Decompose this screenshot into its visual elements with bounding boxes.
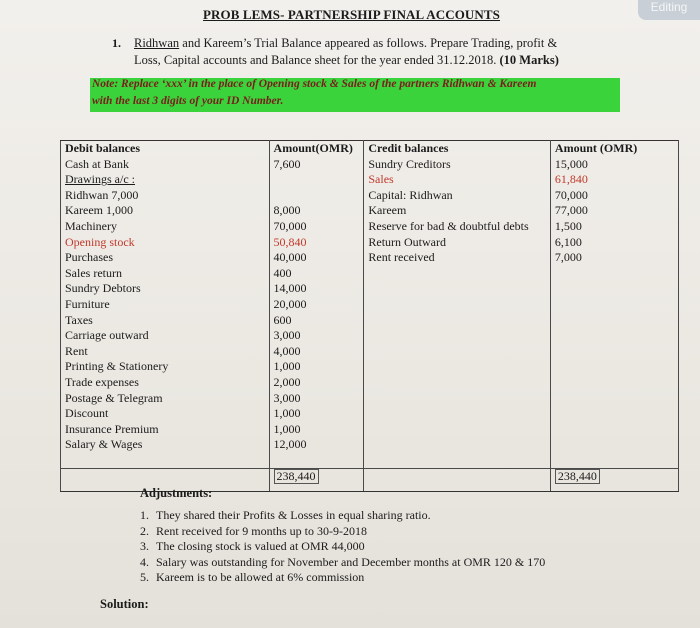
credit-amount: 1,500 <box>550 219 678 235</box>
page-title: PROB LEMS- PARTNERSHIP FINAL ACCOUNTS <box>203 7 500 22</box>
table-row <box>61 344 679 360</box>
adjustments-list <box>140 508 545 586</box>
credit-label <box>364 281 551 297</box>
debit-amount: 20,000 <box>269 297 364 313</box>
debit-label: Ridhwan 7,000 <box>61 188 270 204</box>
table-row <box>61 250 679 266</box>
debit-amount: 400 <box>269 266 364 282</box>
credit-amount <box>550 437 678 453</box>
debit-label: Furniture <box>61 297 270 313</box>
header-credit-amount: Amount (OMR) <box>550 141 678 157</box>
table-row <box>61 219 679 235</box>
question-marks: (10 Marks) <box>499 53 559 67</box>
credit-label <box>364 406 551 422</box>
list-item <box>140 539 545 555</box>
credit-label <box>364 359 551 375</box>
question-line-1-text: and Kareem’s Trial Balance appeared as follows. Prepare Trading, profit & <box>179 36 558 50</box>
credit-label <box>364 313 551 329</box>
note-line-1: Note: Replace ‘xxx’ in the place of Opening stock & Sales of the partners Ridhwan & Kareem <box>92 78 537 90</box>
debit-amount: 2,000 <box>269 375 364 391</box>
credit-amount <box>550 359 678 375</box>
item-number: 3. <box>140 539 149 554</box>
debit-amount: 1,000 <box>269 422 364 438</box>
debit-amount: 70,000 <box>269 219 364 235</box>
credit-amount <box>550 313 678 329</box>
table-row <box>61 188 679 204</box>
debit-label: Machinery <box>61 219 270 235</box>
credit-amount <box>550 328 678 344</box>
debit-amount: 7,600 <box>269 157 364 173</box>
credit-label: Sundry Creditors <box>364 157 551 173</box>
editing-badge[interactable]: Editing <box>638 0 700 20</box>
table-row <box>61 266 679 282</box>
header-debit-amount: Amount(OMR) <box>269 141 364 157</box>
debit-label: Trade expenses <box>61 375 270 391</box>
debit-amount: 1,000 <box>269 406 364 422</box>
empty-cell <box>61 453 270 469</box>
debit-label: Rent <box>61 344 270 360</box>
debit-amount: 4,000 <box>269 344 364 360</box>
item-text: Kareem is to be allowed at 6% commission <box>156 570 365 585</box>
credit-amount <box>550 375 678 391</box>
debit-label: Insurance Premium <box>61 422 270 438</box>
credit-amount: 15,000 <box>550 157 678 173</box>
credit-amount: 61,840 <box>550 172 678 188</box>
total-credit: 238,440 <box>555 469 600 484</box>
empty-cell <box>550 453 678 469</box>
list-item <box>140 524 545 540</box>
table-row <box>61 437 679 453</box>
header-debit-balances: Debit balances <box>61 141 270 157</box>
item-number: 5. <box>140 570 149 585</box>
table-row <box>61 328 679 344</box>
credit-amount <box>550 422 678 438</box>
credit-amount <box>550 344 678 360</box>
debit-label: Salary & Wages <box>61 437 270 453</box>
table-row <box>61 391 679 407</box>
list-item <box>140 508 545 524</box>
question-line-2 <box>134 53 559 68</box>
credit-label <box>364 266 551 282</box>
credit-label <box>364 297 551 313</box>
item-text: The closing stock is valued at OMR 44,000 <box>156 539 365 554</box>
credit-amount <box>550 266 678 282</box>
item-text: Rent received for 9 months up to 30-9-2018 <box>156 523 367 538</box>
debit-amount: 12,000 <box>269 437 364 453</box>
question-line-1 <box>134 36 557 51</box>
debit-amount: 600 <box>269 313 364 329</box>
debit-label: Carriage outward <box>61 328 270 344</box>
table-row <box>61 375 679 391</box>
header-credit-balances: Credit balances <box>364 141 551 157</box>
adjustments-heading: Adjustments: <box>140 486 213 500</box>
debit-amount: 3,000 <box>269 328 364 344</box>
debit-label: Discount <box>61 406 270 422</box>
debit-label: Printing & Stationery <box>61 359 270 375</box>
note-line-2: with the last 3 digits of your ID Number. <box>92 95 284 107</box>
credit-amount <box>550 406 678 422</box>
debit-label: Kareem 1,000 <box>61 203 270 219</box>
debit-amount: 40,000 <box>269 250 364 266</box>
question-number: 1. <box>112 36 121 50</box>
table-header-row <box>61 141 679 157</box>
table-row <box>61 157 679 173</box>
empty-cell <box>269 453 364 469</box>
credit-label <box>364 437 551 453</box>
table-row <box>61 297 679 313</box>
table-row <box>61 203 679 219</box>
table-row <box>61 422 679 438</box>
debit-amount <box>269 188 364 204</box>
debit-label: Taxes <box>61 313 270 329</box>
credit-label <box>364 328 551 344</box>
debit-label: Postage & Telegram <box>61 391 270 407</box>
credit-label: Reserve for bad & doubtful debts <box>364 219 551 235</box>
credit-label <box>364 422 551 438</box>
table-row <box>61 172 679 188</box>
total-credit-cell <box>550 469 678 492</box>
debit-amount: 3,000 <box>269 391 364 407</box>
total-debit-cell <box>269 469 364 492</box>
debit-amount: 1,000 <box>269 359 364 375</box>
table-row <box>61 453 679 469</box>
item-number: 4. <box>140 554 149 569</box>
credit-amount <box>550 297 678 313</box>
debit-label: Sundry Debtors <box>61 281 270 297</box>
credit-amount: 77,000 <box>550 203 678 219</box>
list-item <box>140 555 545 571</box>
debit-amount: 8,000 <box>269 203 364 219</box>
table-row <box>61 281 679 297</box>
solution-label: Solution: <box>100 597 149 611</box>
item-number: 2. <box>140 523 149 538</box>
credit-label: Sales <box>364 172 551 188</box>
table-row <box>61 313 679 329</box>
credit-label <box>364 344 551 360</box>
partner-name-ridhwan: Ridhwan <box>134 36 180 50</box>
debit-amount: 14,000 <box>269 281 364 297</box>
table-row <box>61 235 679 251</box>
question-line-2-text: Loss, Capital accounts and Balance sheet for the year ended 31.12.2018. <box>134 53 497 67</box>
item-number: 1. <box>140 508 149 522</box>
table-row <box>61 406 679 422</box>
credit-label: Kareem <box>364 203 551 219</box>
item-text: Salary was outstanding for November and December months at OMR 120 & 170 <box>156 554 546 569</box>
table-row <box>61 359 679 375</box>
credit-amount: 70,000 <box>550 188 678 204</box>
empty-cell <box>364 453 551 469</box>
trial-balance-table <box>60 140 679 492</box>
item-text: They shared their Profits & Losses in equal sharing ratio. <box>156 508 431 522</box>
drawings-label: Drawings a/c : <box>65 172 135 187</box>
credit-label: Return Outward <box>364 235 551 251</box>
credit-amount: 7,000 <box>550 250 678 266</box>
debit-label <box>61 172 270 188</box>
credit-amount <box>550 391 678 407</box>
credit-label: Capital: Ridhwan <box>364 188 551 204</box>
empty-cell <box>364 469 551 492</box>
debit-amount: 50,840 <box>269 235 364 251</box>
credit-label: Rent received <box>364 250 551 266</box>
total-debit: 238,440 <box>274 469 319 484</box>
debit-label: Opening stock <box>61 235 270 251</box>
credit-label <box>364 391 551 407</box>
credit-label <box>364 375 551 391</box>
debit-label: Cash at Bank <box>61 157 270 173</box>
credit-amount <box>550 281 678 297</box>
list-item <box>140 570 545 586</box>
debit-label: Sales return <box>61 266 270 282</box>
credit-amount: 6,100 <box>550 235 678 251</box>
debit-label: Purchases <box>61 250 270 266</box>
debit-amount <box>269 172 364 188</box>
